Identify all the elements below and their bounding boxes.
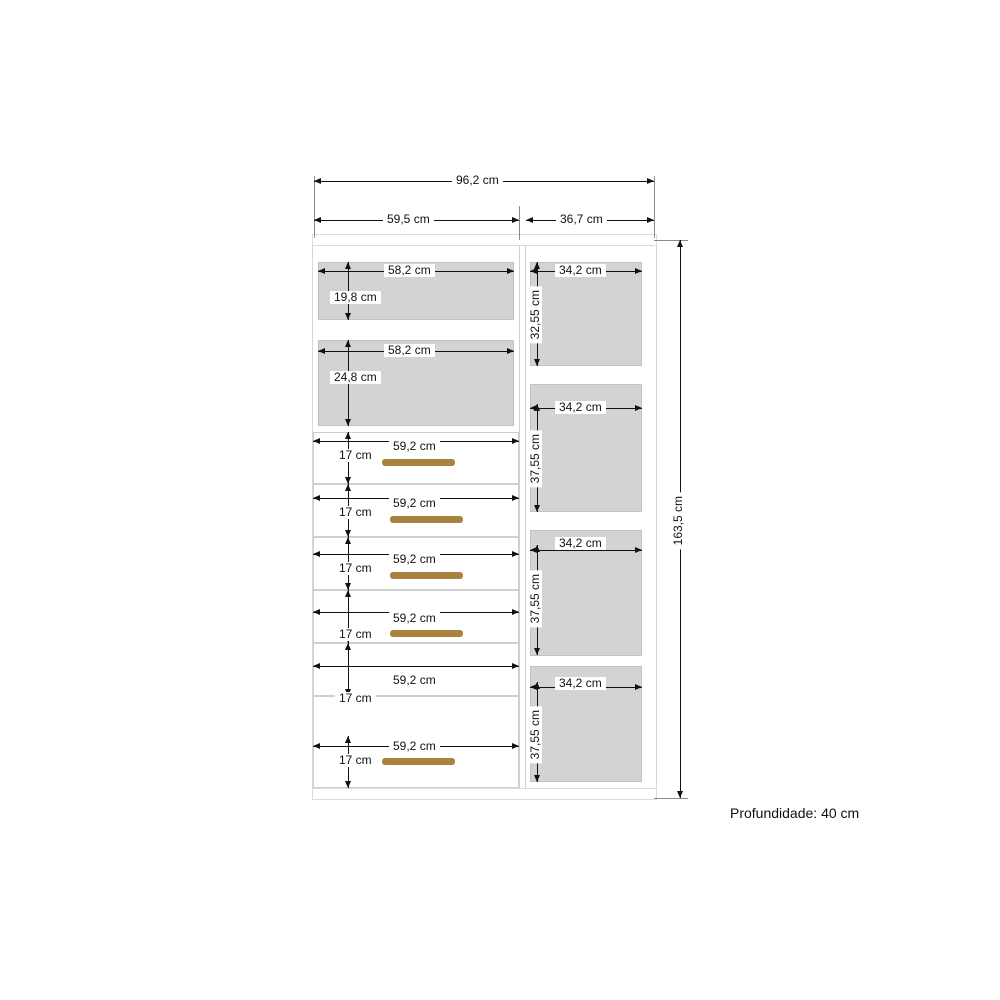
drawer-handle-1	[382, 459, 455, 466]
arrow-drawer-2-height-bottom	[345, 530, 351, 537]
label-drawer-6-height: 17 cm	[335, 754, 376, 767]
label-left-width: 59,5 cm	[383, 213, 434, 226]
label-drawer-4-width: 59,2 cm	[389, 612, 440, 625]
label-drawer-2-width: 59,2 cm	[389, 497, 440, 510]
label-drawer-4-height: 17 cm	[335, 628, 376, 641]
arrow-shelf-2-height-bottom	[345, 419, 351, 426]
label-drawer-3-height: 17 cm	[335, 562, 376, 575]
arrow-shelf-1-height-bottom	[345, 313, 351, 320]
cabinet-top-rail	[312, 234, 657, 246]
arrow-shelf-2-width-right	[507, 348, 514, 354]
arrow-overall-width-left	[314, 178, 321, 184]
arrow-right-2-width-right	[635, 405, 642, 411]
ext-line-mid-top	[519, 206, 520, 240]
arrow-drawer-1-width-left	[313, 438, 320, 444]
arrow-drawer-5-height-top	[345, 643, 351, 650]
arrow-right-3-height-top	[534, 545, 540, 552]
arrow-right-width-left	[526, 217, 533, 223]
arrow-total-height-top	[677, 240, 683, 247]
arrow-shelf-1-width-left	[318, 268, 325, 274]
arrow-overall-width-right	[647, 178, 654, 184]
arrow-drawer-2-width-left	[313, 495, 320, 501]
cabinet-bottom-rail	[312, 788, 657, 800]
label-right-3-height: 37,55 cm	[529, 570, 542, 627]
label-shelf-1-height: 19,8 cm	[330, 291, 381, 304]
arrow-shelf-1-height-top	[345, 262, 351, 269]
arrow-drawer-5-width-left	[313, 663, 320, 669]
label-right-width: 36,7 cm	[556, 213, 607, 226]
label-right-1-height: 32,55 cm	[529, 286, 542, 343]
arrow-drawer-3-height-top	[345, 537, 351, 544]
arrow-drawer-2-height-top	[345, 484, 351, 491]
arrow-drawer-1-width-right	[512, 438, 519, 444]
drawer-handle-2	[390, 516, 463, 523]
label-drawer-3-width: 59,2 cm	[389, 553, 440, 566]
arrow-right-4-height-top	[534, 682, 540, 689]
label-right-4-width: 34,2 cm	[555, 677, 606, 690]
arrow-shelf-1-width-right	[507, 268, 514, 274]
arrow-right-4-height-bottom	[534, 775, 540, 782]
label-right-2-height: 37,55 cm	[529, 430, 542, 487]
arrow-drawer-6-width-left	[313, 743, 320, 749]
label-drawer-2-height: 17 cm	[335, 506, 376, 519]
label-drawer-6-width: 59,2 cm	[389, 740, 440, 753]
ext-line-right-edge	[654, 176, 655, 238]
center-divider	[519, 246, 526, 788]
arrow-right-3-width-right	[635, 547, 642, 553]
arrow-drawer-2-width-right	[512, 495, 519, 501]
depth-note: Profundidade: 40 cm	[730, 805, 860, 821]
label-right-4-height: 37,55 cm	[529, 706, 542, 763]
label-right-3-width: 34,2 cm	[555, 537, 606, 550]
label-drawer-5-height: 17 cm	[335, 692, 376, 705]
arrow-left-width-left	[314, 217, 321, 223]
ext-line-left-edge	[314, 176, 315, 238]
right-compartment-panel-1	[530, 262, 642, 366]
arrow-right-2-height-bottom	[534, 505, 540, 512]
arrow-shelf-2-height-top	[345, 340, 351, 347]
label-right-2-width: 34,2 cm	[555, 401, 606, 414]
arrow-right-4-width-right	[635, 684, 642, 690]
arrow-drawer-3-height-bottom	[345, 583, 351, 590]
arrow-drawer-3-width-left	[313, 551, 320, 557]
label-shelf-2-width: 58,2 cm	[384, 344, 435, 357]
arrow-right-width-right	[647, 217, 654, 223]
arrow-shelf-2-width-left	[318, 348, 325, 354]
drawer-handle-4	[390, 630, 463, 637]
ext-line-height-bottom	[654, 798, 688, 799]
arrow-right-1-height-bottom	[534, 359, 540, 366]
arrow-right-3-height-bottom	[534, 648, 540, 655]
arrow-right-1-width-right	[635, 268, 642, 274]
arrow-drawer-4-height-top	[345, 590, 351, 597]
label-shelf-2-height: 24,8 cm	[330, 371, 381, 384]
label-shelf-1-width: 58,2 cm	[384, 264, 435, 277]
dim-line-drawer-5-width	[313, 666, 519, 667]
arrow-drawer-6-height-top	[345, 736, 351, 743]
arrow-drawer-4-width-right	[512, 609, 519, 615]
drawer-handle-6	[382, 758, 455, 765]
dim-line-right-3-width	[530, 550, 642, 551]
arrow-right-1-height-top	[534, 262, 540, 269]
arrow-drawer-3-width-right	[512, 551, 519, 557]
label-drawer-1-width: 59,2 cm	[389, 440, 440, 453]
arrow-drawer-4-width-left	[313, 609, 320, 615]
drawer-handle-3	[390, 572, 463, 579]
drawer-5	[313, 643, 519, 696]
label-drawer-5-width: 59,2 cm	[389, 674, 440, 687]
arrow-right-2-height-top	[534, 404, 540, 411]
label-total-height: 163,5 cm	[672, 492, 685, 549]
arrow-left-width-right	[512, 217, 519, 223]
arrow-drawer-6-width-right	[512, 743, 519, 749]
arrow-drawer-5-width-right	[512, 663, 519, 669]
arrow-drawer-1-height-top	[345, 432, 351, 439]
arrow-drawer-1-height-bottom	[345, 477, 351, 484]
label-right-1-width: 34,2 cm	[555, 264, 606, 277]
arrow-drawer-6-height-bottom	[345, 781, 351, 788]
label-drawer-1-height: 17 cm	[335, 449, 376, 462]
label-overall-width: 96,2 cm	[452, 174, 503, 187]
arrow-total-height-bottom	[677, 791, 683, 798]
